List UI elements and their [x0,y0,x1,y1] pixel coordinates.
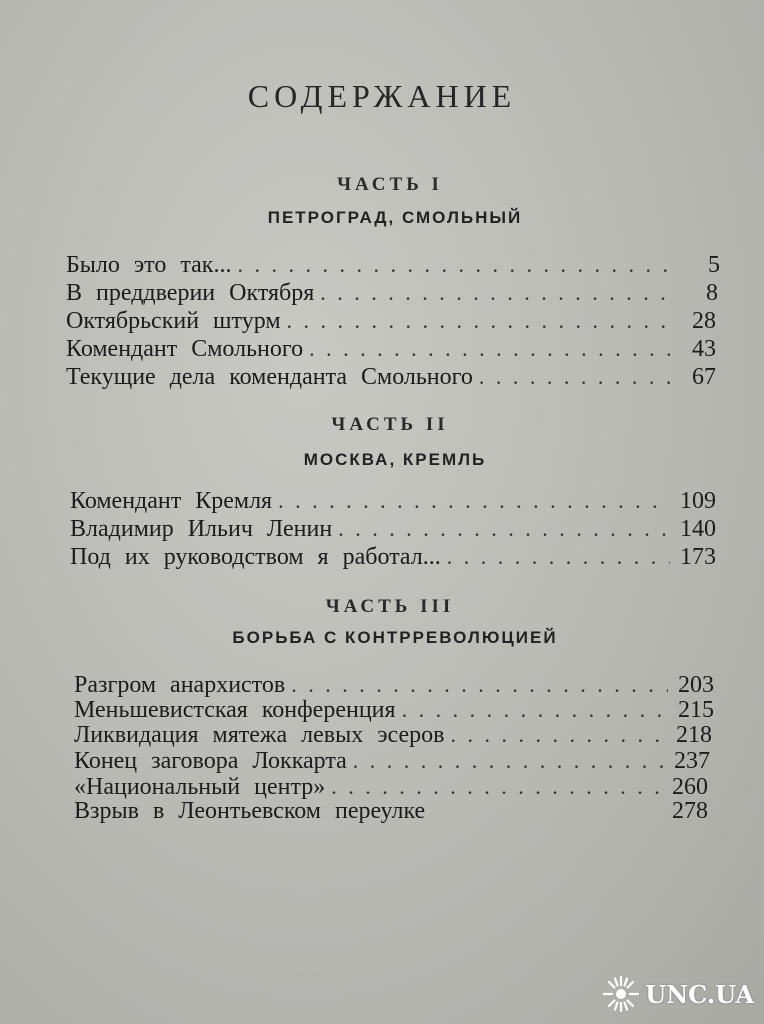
toc-entry-title: В преддверии Октября [66,280,315,306]
toc-entry-title: Владимир Ильич Ленин [70,516,333,542]
watermark [601,974,754,1014]
toc-entry-title: Ликвидация мятежа левых эсеров [74,722,445,748]
toc-entry [66,336,716,364]
toc-entry-page: 203 [678,672,714,698]
dot-leader [331,774,662,800]
toc-entry [70,488,716,516]
toc-entry-title: Под их руководством я работал... [70,544,441,570]
part-1-name: ПЕТРОГРАД, СМОЛЬНЫЙ [267,208,523,227]
dot-leader [291,672,668,698]
sun-burst-icon [601,974,641,1014]
toc-entry-page: 173 [680,544,716,570]
dot-leader [237,252,674,278]
toc-entry [66,364,716,392]
toc-entry [74,697,714,725]
toc-entry-page: 140 [680,516,716,542]
toc-entry-page: 109 [680,488,716,514]
toc-entry-page: 218 [676,722,712,748]
toc-entry [70,544,716,572]
page-title: СОДЕРЖАНИЕ [247,78,517,114]
dot-leader [402,697,668,723]
toc-entry-title: Меньшевистская конференция [74,697,396,723]
dot-leader [338,516,670,542]
toc-entry [70,516,716,544]
toc-entry [66,280,718,308]
dot-leader [278,488,670,514]
toc-entry-title: Комендант Смольного [66,336,304,362]
toc-entry-page: 215 [678,697,714,723]
toc-entry-title: Текущие дела коменданта Смольного [66,364,473,390]
toc-entry [66,252,720,280]
toc-entry-page: 5 [708,252,720,278]
part-3-number: ЧАСТЬ III [325,596,455,617]
toc-entry-title: Взрыв в Леонтьевском переулке [74,798,426,824]
toc-entry [74,798,708,826]
toc-entry-page: 67 [692,364,716,390]
dot-leader [320,280,672,306]
toc-entry-page: 28 [692,308,716,334]
toc-entry-title: «Национальный центр» [74,774,326,800]
dot-leader [450,722,666,748]
part-3-name: БОРЬБА С КОНТРРЕВОЛЮЦИЕЙ [232,628,558,647]
toc-entry [74,748,710,776]
dot-leader [479,364,670,390]
dot-leader [287,308,670,334]
watermark-text: UNC.UA [645,979,754,1009]
toc-entry-title: Октябрьский штурм [66,308,281,334]
toc-entry-page: 260 [672,774,708,800]
dot-leader [309,336,670,362]
toc-entry [66,308,716,336]
toc-entry-page: 278 [672,798,708,824]
toc-entry-title: Комендант Кремля [70,488,273,514]
part-2-name: МОСКВА, КРЕМЛЬ [303,450,487,469]
toc-entry-title: Разгром анархистов [74,672,286,698]
toc-entry-title: Конец заговора Локкарта [74,748,347,774]
toc-entry-page: 237 [674,748,710,774]
part-1-number: ЧАСТЬ I [337,174,443,195]
toc-entry-title: Было это так... [66,252,232,278]
dot-leader [447,544,670,570]
toc-entry [74,672,714,700]
part-2-number: ЧАСТЬ II [331,414,449,435]
toc-entry-page: 8 [706,280,718,306]
dot-leader [353,748,664,774]
toc-entry [74,722,712,750]
toc-entry-page: 43 [692,336,716,362]
